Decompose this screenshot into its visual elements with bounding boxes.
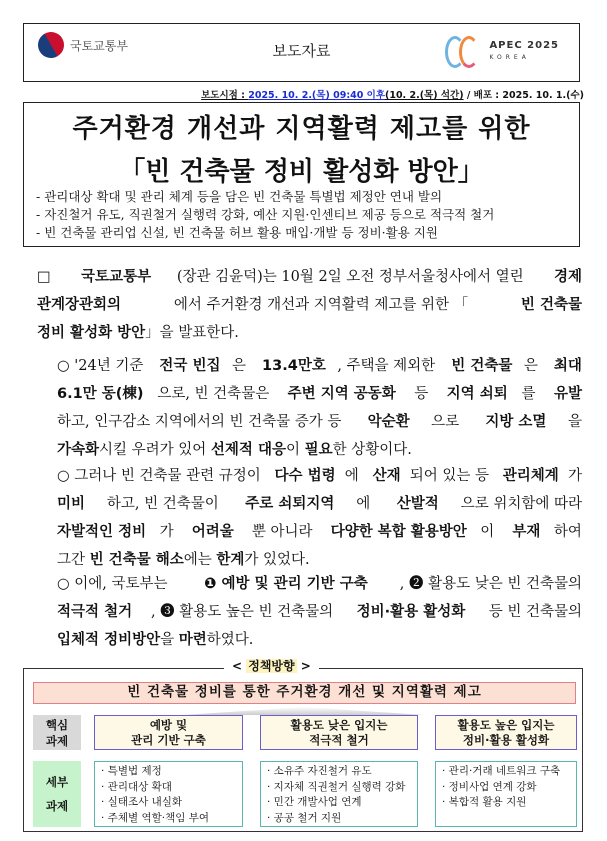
evening-edition: (10. 2.(목) 석간) <box>385 90 464 101</box>
paragraph-status <box>57 352 582 464</box>
text-segment: 에서 주거환경 개선과 지역활력 제고를 위한 「 <box>173 297 469 313</box>
text-line <box>57 626 582 654</box>
diagram-heading-label: 정책방향 <box>248 659 295 673</box>
emphasis-text: 적극적 철거 <box>57 604 133 620</box>
emphasis-text: 주로 쇠퇴지역 <box>245 496 335 512</box>
emphasis-text: 산발적 <box>396 496 439 512</box>
text-line <box>37 319 582 347</box>
text-segment: 뿐 아니라 <box>247 524 318 540</box>
emphasis-text: 선제적 대응 <box>210 442 287 458</box>
detail-tasks-1 <box>94 761 243 827</box>
emphasis-text: 지역 쇠퇴 <box>446 386 508 402</box>
header-box <box>23 23 580 82</box>
text-line <box>57 490 582 518</box>
detail-item: · 소유주 자진철거 유도 <box>267 765 372 777</box>
text-segment: 시킬 우려가 있어 <box>99 442 211 458</box>
text-segment: ○ 이에, 국토부는 <box>57 576 173 592</box>
detail-item: · 공공 철거 지원 <box>267 811 342 824</box>
text-segment: 가 <box>567 468 582 484</box>
detail-item: · 관리대상 확대 <box>101 780 172 793</box>
ministry-name: 국토교통부 <box>70 38 128 53</box>
core-task-1: 예방 및 관리 기반 구축 <box>94 715 243 750</box>
emphasis-text: 한계 <box>216 552 245 568</box>
emphasis-text: 다수 법령 <box>274 468 336 484</box>
text-line <box>57 436 582 464</box>
text-segment: 은 <box>231 358 251 374</box>
emphasis-text: 다양한 복합 활용방안 <box>330 524 467 540</box>
text-segment: 으로, 빈 건축물은 <box>157 386 274 402</box>
text-segment: 가 <box>159 524 179 540</box>
text-line <box>37 291 582 319</box>
release-info <box>201 87 584 101</box>
text-segment: 을 <box>567 414 582 430</box>
text-line <box>57 462 582 490</box>
text-segment: 등 빈 건축물의 <box>484 604 582 620</box>
subheading: - 자진철거 유도, 직권철거 실행력 강화, 예산 지원·인센티브 제공 등으로 적극적 철거 <box>36 207 495 222</box>
text-segment: □ <box>37 269 56 285</box>
text-line <box>57 352 582 380</box>
text-segment: 그간 <box>57 552 90 568</box>
text-segment: 하여 <box>553 524 582 540</box>
emphasis-text: 산재 <box>372 468 401 484</box>
core-task-3: 활용도 높은 입지는 정비·활용 활성화 <box>435 715 577 750</box>
up-arrow-icon <box>184 707 424 715</box>
text-segment: 에는 <box>183 552 217 568</box>
emphasis-text: 가속화 <box>57 442 100 458</box>
detail-tasks-3 <box>435 761 577 827</box>
emphasis-text: 자발적인 정비 <box>57 524 147 540</box>
diagram-heading: < 정책방향 > <box>224 657 319 674</box>
emphasis-text: 관리체계 <box>502 468 559 484</box>
emphasis-text: 빈 건축물 해소 <box>89 552 184 568</box>
emphasis-text: 빈 건축물 <box>520 297 582 313</box>
apec-sub: KOREA <box>489 54 530 61</box>
emphasis-text: 미비 <box>57 496 86 512</box>
core-task-2: 활용도 낮은 입지는 적극적 철거 <box>260 715 418 750</box>
apec-logo <box>445 34 559 70</box>
text-segment: 를 <box>521 386 541 402</box>
text-segment: 을 <box>160 632 179 648</box>
text-segment: 은 <box>523 358 543 374</box>
headline-line2: 「빈 건축물 정비 활성화 방안」 <box>119 157 484 187</box>
emphasis-text: 어려울 <box>191 524 234 540</box>
emphasis-text: 관계장관회의 <box>37 297 122 313</box>
text-segment: 하고, 빈 건축물이 <box>106 496 224 512</box>
subheading: - 관리대상 확대 및 관리 체계 등을 담은 빈 건축물 특별법 제정안 연내 발의 <box>36 189 443 204</box>
row-label-detail: 세부 과제 <box>33 761 81 827</box>
emphasis-text: 전국 빈집 <box>159 358 221 374</box>
emphasis-text: 국토교통부 <box>81 269 152 285</box>
detail-item: · 민간 개발사업 연계 <box>267 796 362 808</box>
emphasis-text: 필요 <box>304 442 333 458</box>
text-segment: , ❷ 활용도 낮은 빈 건축물의 <box>399 576 582 592</box>
emphasis-text: 빈 건축물 <box>451 358 513 374</box>
text-segment: ○ 그러나 빈 건축물 관련 규정이 <box>57 468 266 484</box>
text-segment: 으로 <box>431 414 464 430</box>
emphasis-text: 지방 소멸 <box>485 414 547 430</box>
detail-item: · 지자체 직권철거 실행력 강화 <box>267 780 406 793</box>
text-segment: 에 <box>344 468 364 484</box>
emphasis-text: 입체적 정비방안 <box>57 632 161 648</box>
text-line <box>37 263 582 291</box>
text-segment: 에 <box>356 496 375 512</box>
paragraph-plan <box>57 570 582 654</box>
text-segment: , ❸ 활용도 높은 빈 건축물의 <box>150 604 338 620</box>
emphasis-text: 최대 <box>553 358 582 374</box>
emphasis-text: 유발 <box>553 386 582 402</box>
row-label-core: 핵심 과제 <box>33 715 81 750</box>
doc-type: 보도자료 <box>272 42 331 60</box>
apec-title: APEC 2025 <box>489 40 559 51</box>
emphasis-text: 주변 지역 공동화 <box>287 386 396 402</box>
text-segment: 등 <box>409 386 433 402</box>
emphasis-text: 정비 활성화 방안 <box>37 325 146 341</box>
title-box <box>23 102 580 247</box>
text-line <box>57 570 582 598</box>
text-segment: ○ '24년 기준 <box>57 358 148 374</box>
emphasis-text: 13.4만호 <box>262 358 326 374</box>
text-line <box>57 598 582 626</box>
text-line <box>57 518 582 546</box>
embargo-time: 2025. 10. 2.(목) 09:40 이후 <box>248 90 385 101</box>
apec-mark-icon <box>445 34 483 70</box>
detail-item: · 관리·거래 네트워크 구축 <box>442 765 561 777</box>
emphasis-text: 6.1만 동(棟) <box>57 386 144 402</box>
text-segment: 가 있었다. <box>244 552 310 568</box>
text-line <box>57 380 582 408</box>
detail-item: · 특별법 제정 <box>101 765 162 777</box>
detail-item: · 주체별 역할·책임 부여 <box>101 811 209 824</box>
emphasis-text: 부재 <box>512 524 541 540</box>
paragraph-problem <box>57 462 582 574</box>
text-segment: 」을 발표한다. <box>145 325 239 341</box>
text-segment: 하고, 인구감소 지역에서의 빈 건축물 증가 등 <box>57 414 346 430</box>
text-segment: , 주택을 제외한 <box>337 358 440 374</box>
text-segment: 이 <box>286 442 305 458</box>
emphasis-text: 정비·활용 활성화 <box>356 604 466 620</box>
detail-item: · 복합적 활용 지원 <box>442 796 527 808</box>
headline-line1: 주거환경 개선과 지역활력 제고를 위한 <box>72 114 531 144</box>
text-segment: 이 <box>480 524 499 540</box>
text-segment: 한 상황이다. <box>332 442 412 458</box>
emphasis-text: ❶ 예방 및 관리 기반 구축 <box>204 576 368 592</box>
distribution-date: / 배포 : 2025. 10. 1.(수) <box>463 90 584 101</box>
text-line <box>57 408 582 436</box>
emphasis-text: 악순환 <box>367 414 410 430</box>
paragraph-intro <box>37 263 582 347</box>
emphasis-text: 마련 <box>178 632 207 648</box>
detail-item: · 정비사업 연계 강화 <box>442 780 537 793</box>
text-segment: 하였다. <box>206 632 254 648</box>
text-segment: 으로 위치함에 따라 <box>460 496 582 512</box>
policy-goal: 빈 건축물 정비를 통한 주거환경 개선 및 지역활력 제고 <box>33 682 576 704</box>
emphasis-text: 경제 <box>553 269 582 285</box>
text-segment: 되어 있는 등 <box>409 468 494 484</box>
detail-item: · 실태조사 내실화 <box>101 796 183 808</box>
release-label: 보도시점 : <box>201 90 249 101</box>
subheading: - 빈 건축물 관리업 신설, 빈 건축물 허브 활용 매입·개발 등 정비·활용 지원 <box>36 225 438 240</box>
detail-tasks-2 <box>260 761 418 827</box>
text-segment: (장관 김윤덕)는 10월 2일 오전 정부서울청사에서 열린 <box>176 269 529 285</box>
policy-direction-diagram <box>23 659 583 832</box>
